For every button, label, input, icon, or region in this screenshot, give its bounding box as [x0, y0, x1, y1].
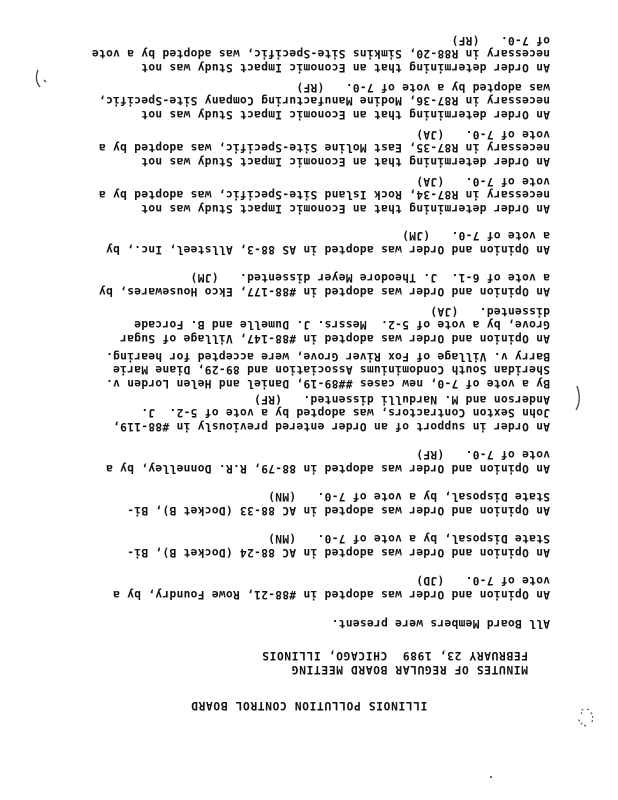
paragraph-line: An Order determining that an Economic Impact Study was not — [141, 155, 550, 168]
paragraph-new-cases — [50, 349, 550, 390]
paragraph-attendance — [50, 616, 550, 630]
paragraph-line: necessary in R88-20, Simkins Site-Specific, was adopted by a vote — [91, 47, 550, 61]
paragraph-line: An Opinion and Order was adopted in #88-177, Ekco Housewares, by — [98, 285, 550, 298]
paragraph-line: An Opinion and Order was adopted in #88-147, Village of Sugar — [119, 332, 550, 345]
paragraph-line: John Sexton Contractors, was adopted by a vote of 5-2. J. — [141, 406, 550, 420]
paragraph-line: An Opinion and Order was adopted in AS 88-3, Allsteel, Inc., by — [105, 243, 550, 256]
paragraph-line: necessary in R87-36, Modine Manufacturing Company Site-Specific, — [98, 94, 550, 108]
paragraph-line: An Order determining that an Economic Impact Study was not — [141, 108, 550, 121]
paragraph-east-moline — [50, 127, 550, 168]
paragraph-donnelley — [50, 448, 550, 475]
paragraph-bi-state-33 — [50, 490, 550, 517]
board-name: ILLINOIS POLLUTION CONTROL BOARD — [190, 699, 428, 712]
paragraph-line: vote of 7-0. (RF) — [416, 448, 550, 462]
minutes-heading: MINUTES OF REGULAR BOARD MEETING — [291, 663, 528, 676]
paragraph-line: By a vote of 7-0, new cases ##89-19, Daniel and Helen Lorden v. — [105, 377, 550, 390]
paragraph-line: Barry v. Village of Fox River Grove, were accepted for hearing. — [105, 349, 550, 363]
paragraph-line: State Disposal, by a vote of 7-0. (MN) — [267, 532, 550, 546]
paragraph-bi-state-24 — [50, 532, 550, 559]
paragraph-line: An Order determining that an Economic Impact Study was not — [141, 61, 550, 74]
paragraph-sexton — [50, 392, 550, 433]
punch-hole-mark — [572, 384, 584, 412]
paragraph-line: Anderson and M. Nardulli dissented. (RF) — [253, 392, 550, 406]
paragraph-line: An Opinion and Order was adopted in #88-21, Rowe Foundry, by a — [112, 588, 550, 601]
paragraph-line: An Opinion and Order was adopted in AC 88-24 (Docket B), Bi- — [126, 546, 550, 559]
paragraph-line: An Order in support of an Order entered previously in #88-119, — [112, 420, 550, 433]
paragraph-line: An Opinion and Order was adopted in AC 88-33 (Docket B), Bi- — [126, 504, 550, 517]
punch-hole-mark — [572, 704, 598, 730]
paragraph-modine — [50, 80, 550, 121]
paragraph-line: Sheridan South Condominiums Association and 89-29, Diane Marie — [112, 363, 550, 377]
paragraph-line: dissented. (JA) — [430, 304, 550, 318]
punch-hole-mark — [30, 64, 52, 90]
paragraph-line: necessary in R87-35, East Moline Site-Specific, was adopted by a — [98, 141, 550, 155]
paragraph-rock-island — [50, 174, 550, 215]
paragraph-line: was adopted by a vote of 7-0. (RF) — [296, 80, 550, 94]
paragraph-sugar-grove — [50, 304, 550, 345]
paragraph-rowe-foundry — [50, 574, 550, 601]
paragraph-line: An Order determining that an Economic Impact Study was not — [141, 202, 550, 215]
paragraph-line: All Board Members were present. — [331, 617, 550, 630]
paragraph-simkins — [50, 33, 550, 74]
paragraph-allsteel — [50, 229, 550, 256]
scan-speck — [488, 774, 494, 780]
paragraph-line: vote of 7-0. (JA) — [416, 127, 550, 141]
paragraph-line: Grove, by a vote of 5-2. Messrs. J. Dumelle and B. Forcade — [133, 318, 550, 332]
paragraph-line: a vote of 7-0. (JM) — [401, 229, 550, 243]
paragraph-line: of 7-0. (RF) — [451, 33, 550, 47]
paragraph-line: a vote of 6-1. J. Theodore Meyer dissented. (JM) — [190, 271, 550, 285]
paragraph-line: vote of 7-0. (JA) — [416, 174, 550, 188]
paragraph-ekco — [50, 271, 550, 298]
paragraph-line: vote of 7-0. (JD) — [416, 574, 550, 588]
meeting-date-place: FEBRUARY 23, 1989 CHICAGO, ILLINOIS — [261, 649, 528, 662]
paragraph-line: necessary in R87-34, Rock Island Site-Specific, was adopted by a — [98, 188, 550, 202]
paragraph-line: State Disposal, by a vote of 7-0. (MN) — [267, 490, 550, 504]
paragraph-line: An Opinion and Order was adopted in 88-79, R.R. Donnelley, by a — [105, 462, 550, 475]
